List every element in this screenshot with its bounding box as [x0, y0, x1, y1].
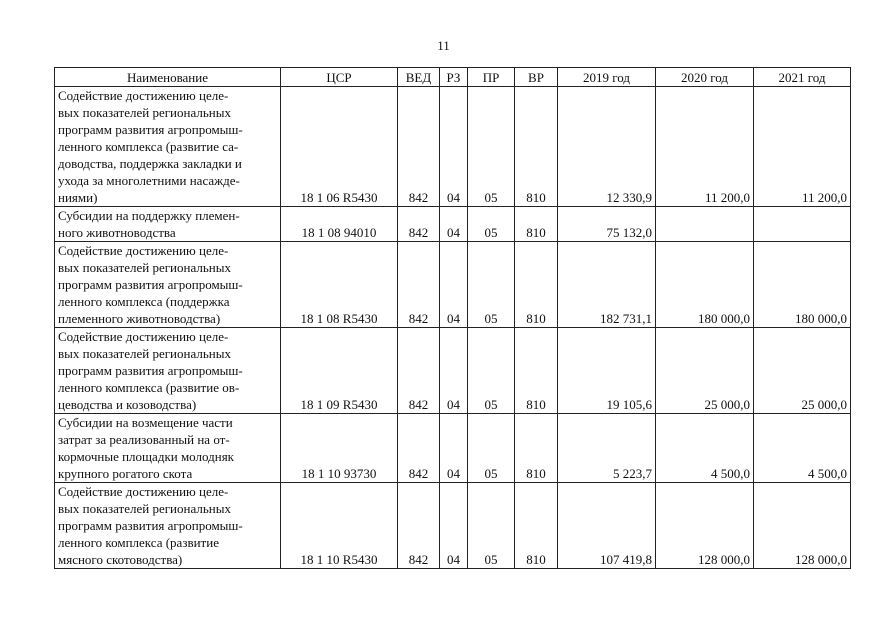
item-name-cell	[55, 242, 281, 328]
amount-2021-cell: 4 500,0	[754, 414, 851, 483]
amount-2021-cell: 128 000,0	[754, 483, 851, 569]
amount-2021-cell: 25 000,0	[754, 328, 851, 414]
header-2020: 2020 год	[656, 68, 754, 87]
item-name-line: программ развития агропромыш-	[58, 363, 243, 378]
item-name-line: Субсидии на поддержку племен-	[58, 208, 240, 223]
rz-cell: 04	[440, 242, 468, 328]
table-header-row	[55, 68, 851, 87]
rz-cell: 04	[440, 87, 468, 207]
vr-cell: 810	[515, 483, 558, 569]
item-name-line: цеводства и козоводства)	[58, 397, 197, 412]
header-rz: РЗ	[440, 68, 468, 87]
table-row	[55, 207, 851, 242]
amount-2019-cell: 12 330,9	[558, 87, 656, 207]
item-name-line: мясного скотоводства)	[58, 552, 183, 567]
item-name-cell	[55, 483, 281, 569]
vr-cell: 810	[515, 328, 558, 414]
amount-2020-cell: 25 000,0	[656, 328, 754, 414]
item-name-line: доводства, поддержка закладки и	[58, 156, 242, 171]
header-name: Наименование	[55, 68, 281, 87]
item-name-line: кормочные площадки молодняк	[58, 449, 234, 464]
ved-cell: 842	[398, 328, 440, 414]
item-name-line: программ развития агропромыш-	[58, 518, 243, 533]
amount-2019-cell: 19 105,6	[558, 328, 656, 414]
ved-cell: 842	[398, 87, 440, 207]
header-ved: ВЕД	[398, 68, 440, 87]
item-name-cell	[55, 414, 281, 483]
item-name-cell	[55, 207, 281, 242]
vr-cell: 810	[515, 242, 558, 328]
csr-cell: 18 1 10 93730	[281, 414, 398, 483]
csr-cell: 18 1 08 94010	[281, 207, 398, 242]
vr-cell: 810	[515, 207, 558, 242]
rz-cell: 04	[440, 414, 468, 483]
amount-2021-cell: 180 000,0	[754, 242, 851, 328]
budget-table	[54, 67, 851, 569]
header-2019: 2019 год	[558, 68, 656, 87]
csr-cell: 18 1 10 R5430	[281, 483, 398, 569]
ved-cell: 842	[398, 207, 440, 242]
vr-cell: 810	[515, 414, 558, 483]
item-name-line: Субсидии на возмещение части	[58, 415, 233, 430]
pr-cell: 05	[468, 414, 515, 483]
item-name-line: ухода за многолетними насажде-	[58, 173, 240, 188]
rz-cell: 04	[440, 483, 468, 569]
amount-2021-cell: 11 200,0	[754, 87, 851, 207]
amount-2019-cell: 182 731,1	[558, 242, 656, 328]
item-name-line: ного животноводства	[58, 225, 176, 240]
item-name-line: вых показателей региональных	[58, 346, 231, 361]
item-name-line: вых показателей региональных	[58, 501, 231, 516]
amount-2020-cell: 11 200,0	[656, 87, 754, 207]
table-row	[55, 87, 851, 207]
ved-cell: 842	[398, 483, 440, 569]
item-name-line: вых показателей региональных	[58, 260, 231, 275]
item-name-line: племенного животноводства)	[58, 311, 221, 326]
item-name-line: крупного рогатого скота	[58, 466, 193, 481]
amount-2020-cell: 180 000,0	[656, 242, 754, 328]
header-pr: ПР	[468, 68, 515, 87]
item-name-line: ленного комплекса (развитие ов-	[58, 380, 240, 395]
pr-cell: 05	[468, 87, 515, 207]
item-name-line: ленного комплекса (поддержка	[58, 294, 230, 309]
table-row	[55, 414, 851, 483]
item-name-line: Содействие достижению целе-	[58, 88, 229, 103]
table-row	[55, 483, 851, 569]
pr-cell: 05	[468, 242, 515, 328]
table-row	[55, 242, 851, 328]
amount-2020-cell: 128 000,0	[656, 483, 754, 569]
amount-2020-cell	[656, 207, 754, 242]
item-name-line: ленного комплекса (развитие	[58, 535, 219, 550]
csr-cell: 18 1 09 R5430	[281, 328, 398, 414]
item-name-line: вых показателей региональных	[58, 105, 231, 120]
item-name-line: ниями)	[58, 190, 98, 205]
rz-cell: 04	[440, 328, 468, 414]
table-body	[55, 87, 851, 569]
pr-cell: 05	[468, 328, 515, 414]
item-name-line: Содействие достижению целе-	[58, 329, 229, 344]
ved-cell: 842	[398, 414, 440, 483]
item-name-cell	[55, 328, 281, 414]
header-2021: 2021 год	[754, 68, 851, 87]
amount-2020-cell: 4 500,0	[656, 414, 754, 483]
amount-2019-cell: 75 132,0	[558, 207, 656, 242]
header-vr: ВР	[515, 68, 558, 87]
item-name-line: Содействие достижению целе-	[58, 243, 229, 258]
item-name-line: ленного комплекса (развитие са-	[58, 139, 239, 154]
rz-cell: 04	[440, 207, 468, 242]
ved-cell: 842	[398, 242, 440, 328]
pr-cell: 05	[468, 483, 515, 569]
item-name-cell	[55, 87, 281, 207]
page-number: 11	[437, 38, 450, 53]
vr-cell: 810	[515, 87, 558, 207]
item-name-line: Содействие достижению целе-	[58, 484, 229, 499]
item-name-line: затрат за реализованный на от-	[58, 432, 230, 447]
amount-2019-cell: 107 419,8	[558, 483, 656, 569]
table-row	[55, 328, 851, 414]
csr-cell: 18 1 06 R5430	[281, 87, 398, 207]
item-name-line: программ развития агропромыш-	[58, 122, 243, 137]
amount-2021-cell	[754, 207, 851, 242]
header-csr: ЦСР	[281, 68, 398, 87]
pr-cell: 05	[468, 207, 515, 242]
csr-cell: 18 1 08 R5430	[281, 242, 398, 328]
item-name-line: программ развития агропромыш-	[58, 277, 243, 292]
amount-2019-cell: 5 223,7	[558, 414, 656, 483]
